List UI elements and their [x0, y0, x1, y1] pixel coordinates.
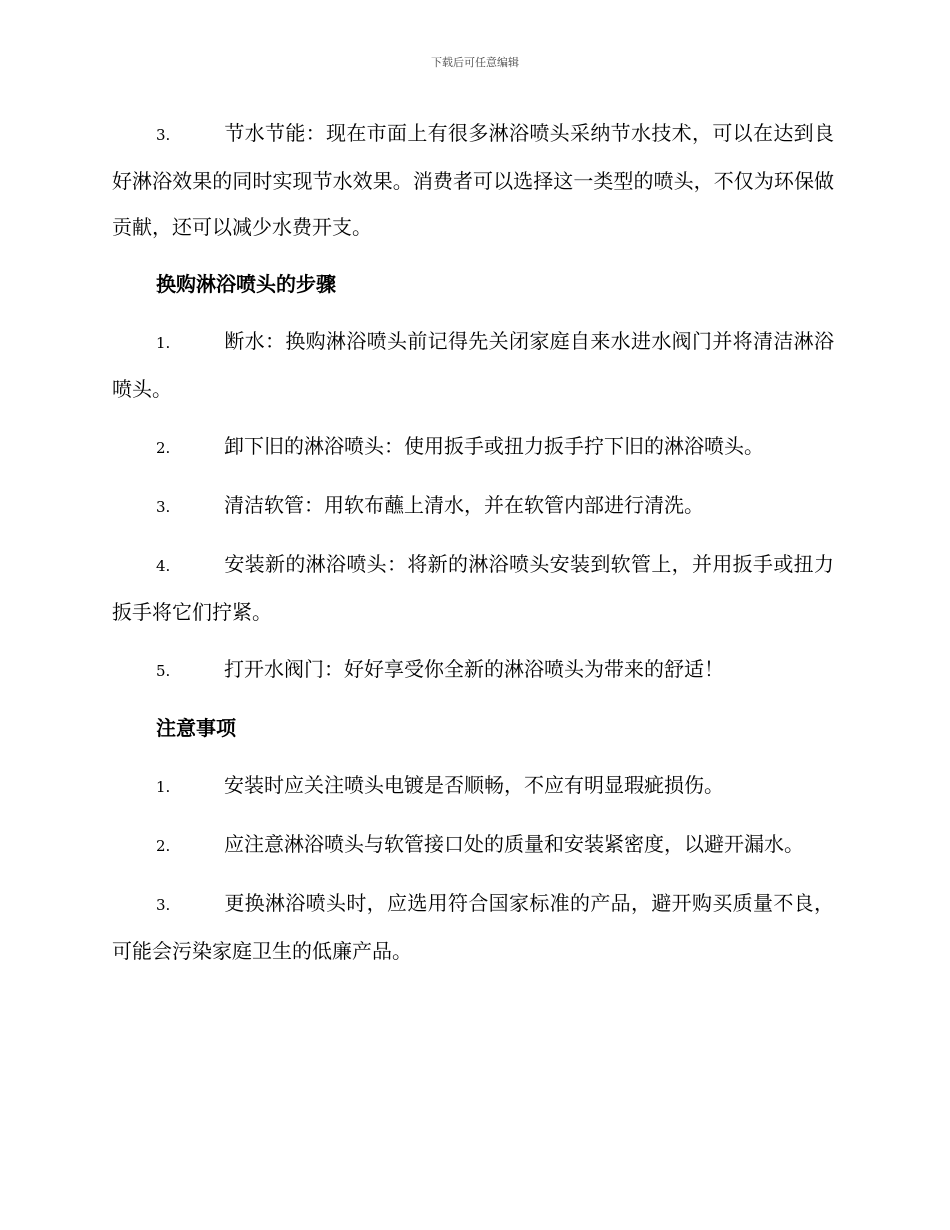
list-item-number: 2. [156, 837, 171, 855]
list-item-text: 打开水阀门：好好享受你全新的淋浴喷头为带来的舒适！ [224, 657, 724, 681]
list-item-text: 断水：换购淋浴喷头前记得先关闭家庭自来水进水阀门并将清洁淋浴喷头。 [112, 329, 834, 401]
list-item-number: 3. [156, 896, 171, 914]
list-item-text: 卸下旧的淋浴喷头：使用扳手或扭力扳手拧下旧的淋浴喷头。 [224, 434, 764, 458]
step-item [112, 423, 834, 471]
note-item [112, 821, 834, 869]
list-item-number: 2. [156, 439, 171, 457]
list-item-text: 应注意淋浴喷头与软管接口处的质量和安装紧密度，以避开漏水。 [224, 832, 804, 856]
list-item-number: 3. [156, 126, 171, 144]
section-heading-precautions: 注意事项 [156, 716, 236, 740]
note-item [112, 762, 834, 810]
step-item [112, 541, 834, 635]
note-item [112, 880, 834, 974]
list-item-number: 3. [156, 498, 171, 516]
list-item-number: 5. [156, 662, 171, 680]
list-item-text: 安装新的淋浴喷头：将新的淋浴喷头安装到软管上，并用扳手或扭力扳手将它们拧紧。 [112, 552, 834, 624]
step-item [112, 482, 834, 530]
step-item [112, 318, 834, 412]
section-heading-replacement-steps: 换购淋浴喷头的步骤 [156, 272, 336, 296]
step-item [112, 646, 834, 694]
page-header-note: 下载后可任意编辑 [431, 56, 519, 69]
list-item-number: 4. [156, 557, 171, 575]
list-item-text: 安装时应关注喷头电镀是否顺畅，不应有明显瑕疵损伤。 [224, 773, 724, 797]
list-item-number: 1. [156, 778, 171, 796]
list-item-text: 更换淋浴喷头时，应选用符合国家标准的产品，避开购买质量不良，可能会污染家庭卫生的低廉产品。 [112, 891, 834, 963]
list-item-number: 1. [156, 334, 171, 352]
document-body [112, 110, 834, 985]
list-item-water-saving [112, 110, 834, 250]
list-item-text: 节水节能：现在市面上有很多淋浴喷头采纳节水技术，可以在达到良好淋浴效果的同时实现节水效果。消费者可以选择这一类型的喷头，不仅为环保做贡献，还可以减少水费开支。 [112, 121, 834, 239]
list-item-text: 清洁软管：用软布蘸上清水，并在软管内部进行清洗。 [224, 493, 704, 517]
